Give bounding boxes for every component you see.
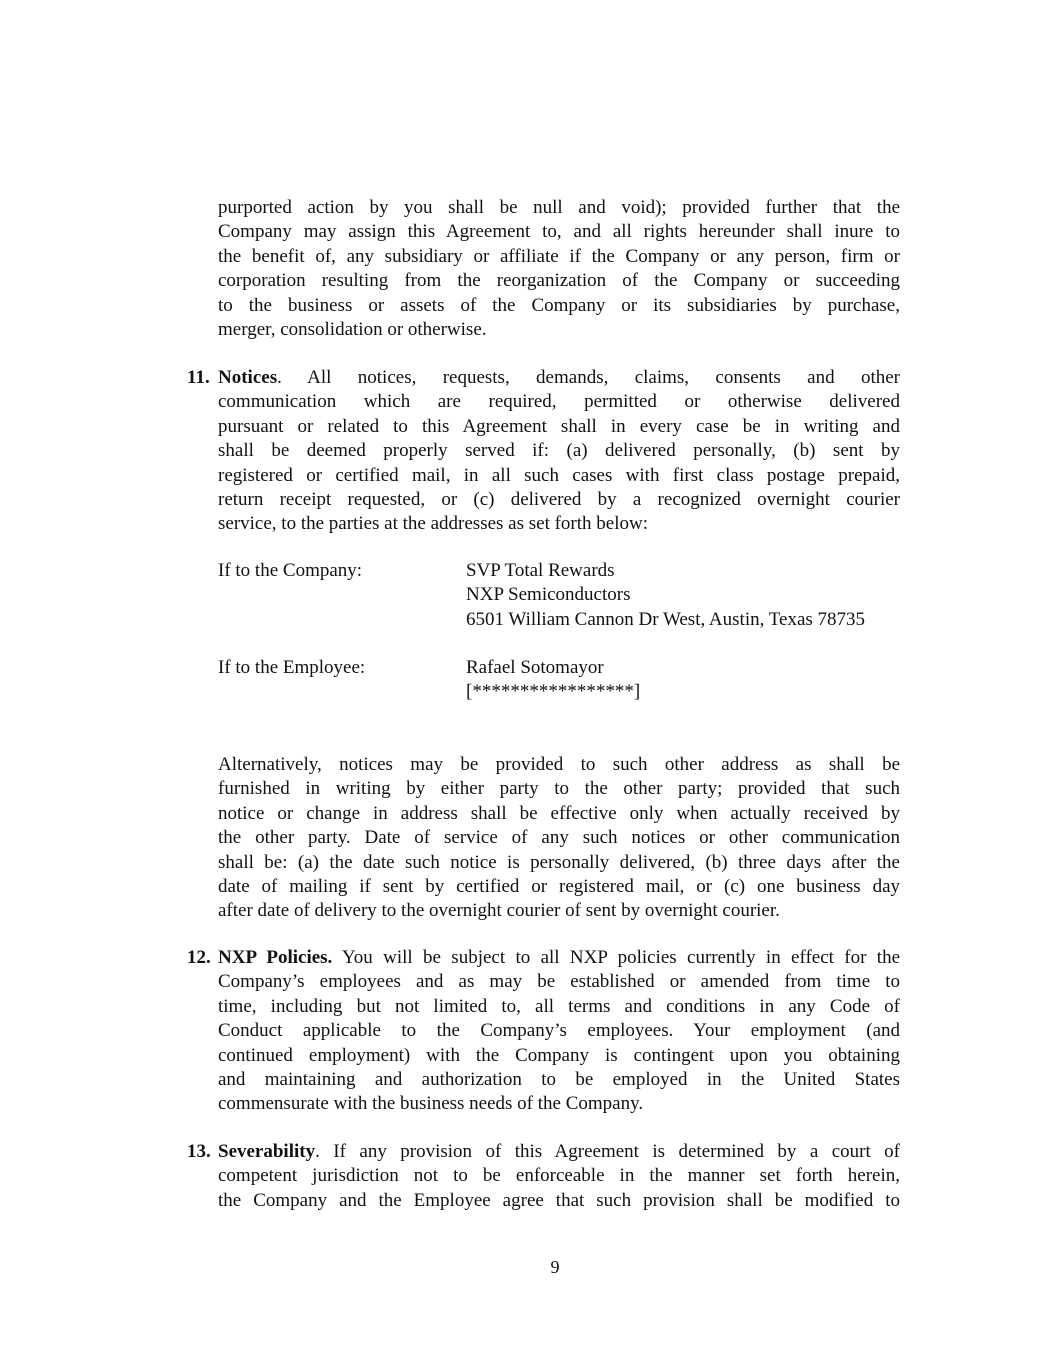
address-line: 6501 William Cannon Dr West, Austin, Texas 78735 xyxy=(466,608,866,630)
text-run: . If any provision of this Agreement is determined by a court of xyxy=(315,1141,900,1162)
employee-address xyxy=(466,656,640,705)
section-heading: Notices xyxy=(218,367,278,388)
page-number: 9 xyxy=(550,1257,560,1277)
text-line: return receipt requested, or (c) delivered by a recognized overnight courier xyxy=(218,488,900,510)
section-number: 12. xyxy=(187,947,211,968)
text-line: and maintaining and authorization to be employed in the United States xyxy=(218,1068,900,1090)
address-line: NXP Semiconductors xyxy=(466,584,631,606)
text-line: competent jurisdiction not to be enforceable in the manner set forth herein, xyxy=(218,1165,900,1187)
section-severability xyxy=(187,1140,900,1213)
text-line: service, to the parties at the addresses as set forth below: xyxy=(218,513,648,535)
section-heading: NXP Policies. xyxy=(218,947,333,968)
text-line xyxy=(218,1140,900,1164)
text-line: registered or certified mail, in all such cases with first class postage prepaid, xyxy=(218,464,900,486)
text-run: You will be subject to all NXP policies currently in effect for the xyxy=(332,947,901,968)
text-line: continued employment) with the Company is contingent upon you obtaining xyxy=(218,1044,900,1066)
section-notices xyxy=(187,366,900,537)
text-line: the Company and the Employee agree that such provision shall be modified to xyxy=(218,1189,900,1211)
text-line: after date of delivery to the overnight courier of sent by overnight courier. xyxy=(218,900,780,922)
text-line: Company may assign this Agreement to, and all rights hereunder shall inure to xyxy=(218,221,900,243)
address-line: [*****************] xyxy=(466,681,641,703)
company-label: If to the Company: xyxy=(218,560,363,581)
section-heading: Severability xyxy=(218,1141,316,1162)
text-line: furnished in writing by either party to the other party; provided that such xyxy=(218,778,900,800)
address-line: Rafael Sotomayor xyxy=(466,657,604,678)
employee-label: If to the Employee: xyxy=(218,657,366,678)
text-line: date of mailing if sent by certified or registered mail, or (c) one business day xyxy=(218,875,900,897)
text-line: commensurate with the business needs of the Company. xyxy=(218,1093,644,1115)
text-line: Alternatively, notices may be provided to such other address as shall be xyxy=(218,754,900,775)
text-line xyxy=(218,946,900,970)
text-line: to the business or assets of the Company or its subsidiaries by purchase, xyxy=(218,294,900,316)
text-line: notice or change in address shall be effective only when actually received by xyxy=(218,802,900,824)
section-number: 11. xyxy=(187,367,210,388)
alternative-notice-paragraph xyxy=(218,753,900,924)
text-line: purported action by you shall be null and void); provided further that the xyxy=(218,197,900,218)
text-line: communication which are required, permitted or otherwise delivered xyxy=(218,391,900,413)
intro-paragraph xyxy=(218,196,900,342)
text-line: Conduct applicable to the Company’s employees. Your employment (and xyxy=(218,1020,900,1042)
section-number: 13. xyxy=(187,1141,211,1162)
text-line: time, including but not limited to, all terms and conditions in any Code of xyxy=(218,995,900,1017)
text-run: . All notices, requests, demands, claims, consents and other xyxy=(277,367,900,388)
text-line: Company’s employees and as may be established or amended from time to xyxy=(218,971,900,993)
address-line: SVP Total Rewards xyxy=(466,560,615,581)
text-line: shall be: (a) the date such notice is personally delivered, (b) three days after the xyxy=(218,851,900,873)
text-line xyxy=(218,366,900,390)
text-line: corporation resulting from the reorganization of the Company or succeeding xyxy=(218,270,900,292)
text-line: merger, consolidation or otherwise. xyxy=(218,318,487,340)
text-line: the other party. Date of service of any such notices or other communication xyxy=(218,827,900,849)
text-line: shall be deemed properly served if: (a) delivered personally, (b) sent by xyxy=(218,440,900,462)
company-address xyxy=(466,559,865,632)
text-line: the benefit of, any subsidiary or affiliate if the Company or any person, firm or xyxy=(218,245,900,267)
text-line: pursuant or related to this Agreement shall in every case be in writing and xyxy=(218,415,900,437)
section-nxp-policies xyxy=(187,946,901,1117)
